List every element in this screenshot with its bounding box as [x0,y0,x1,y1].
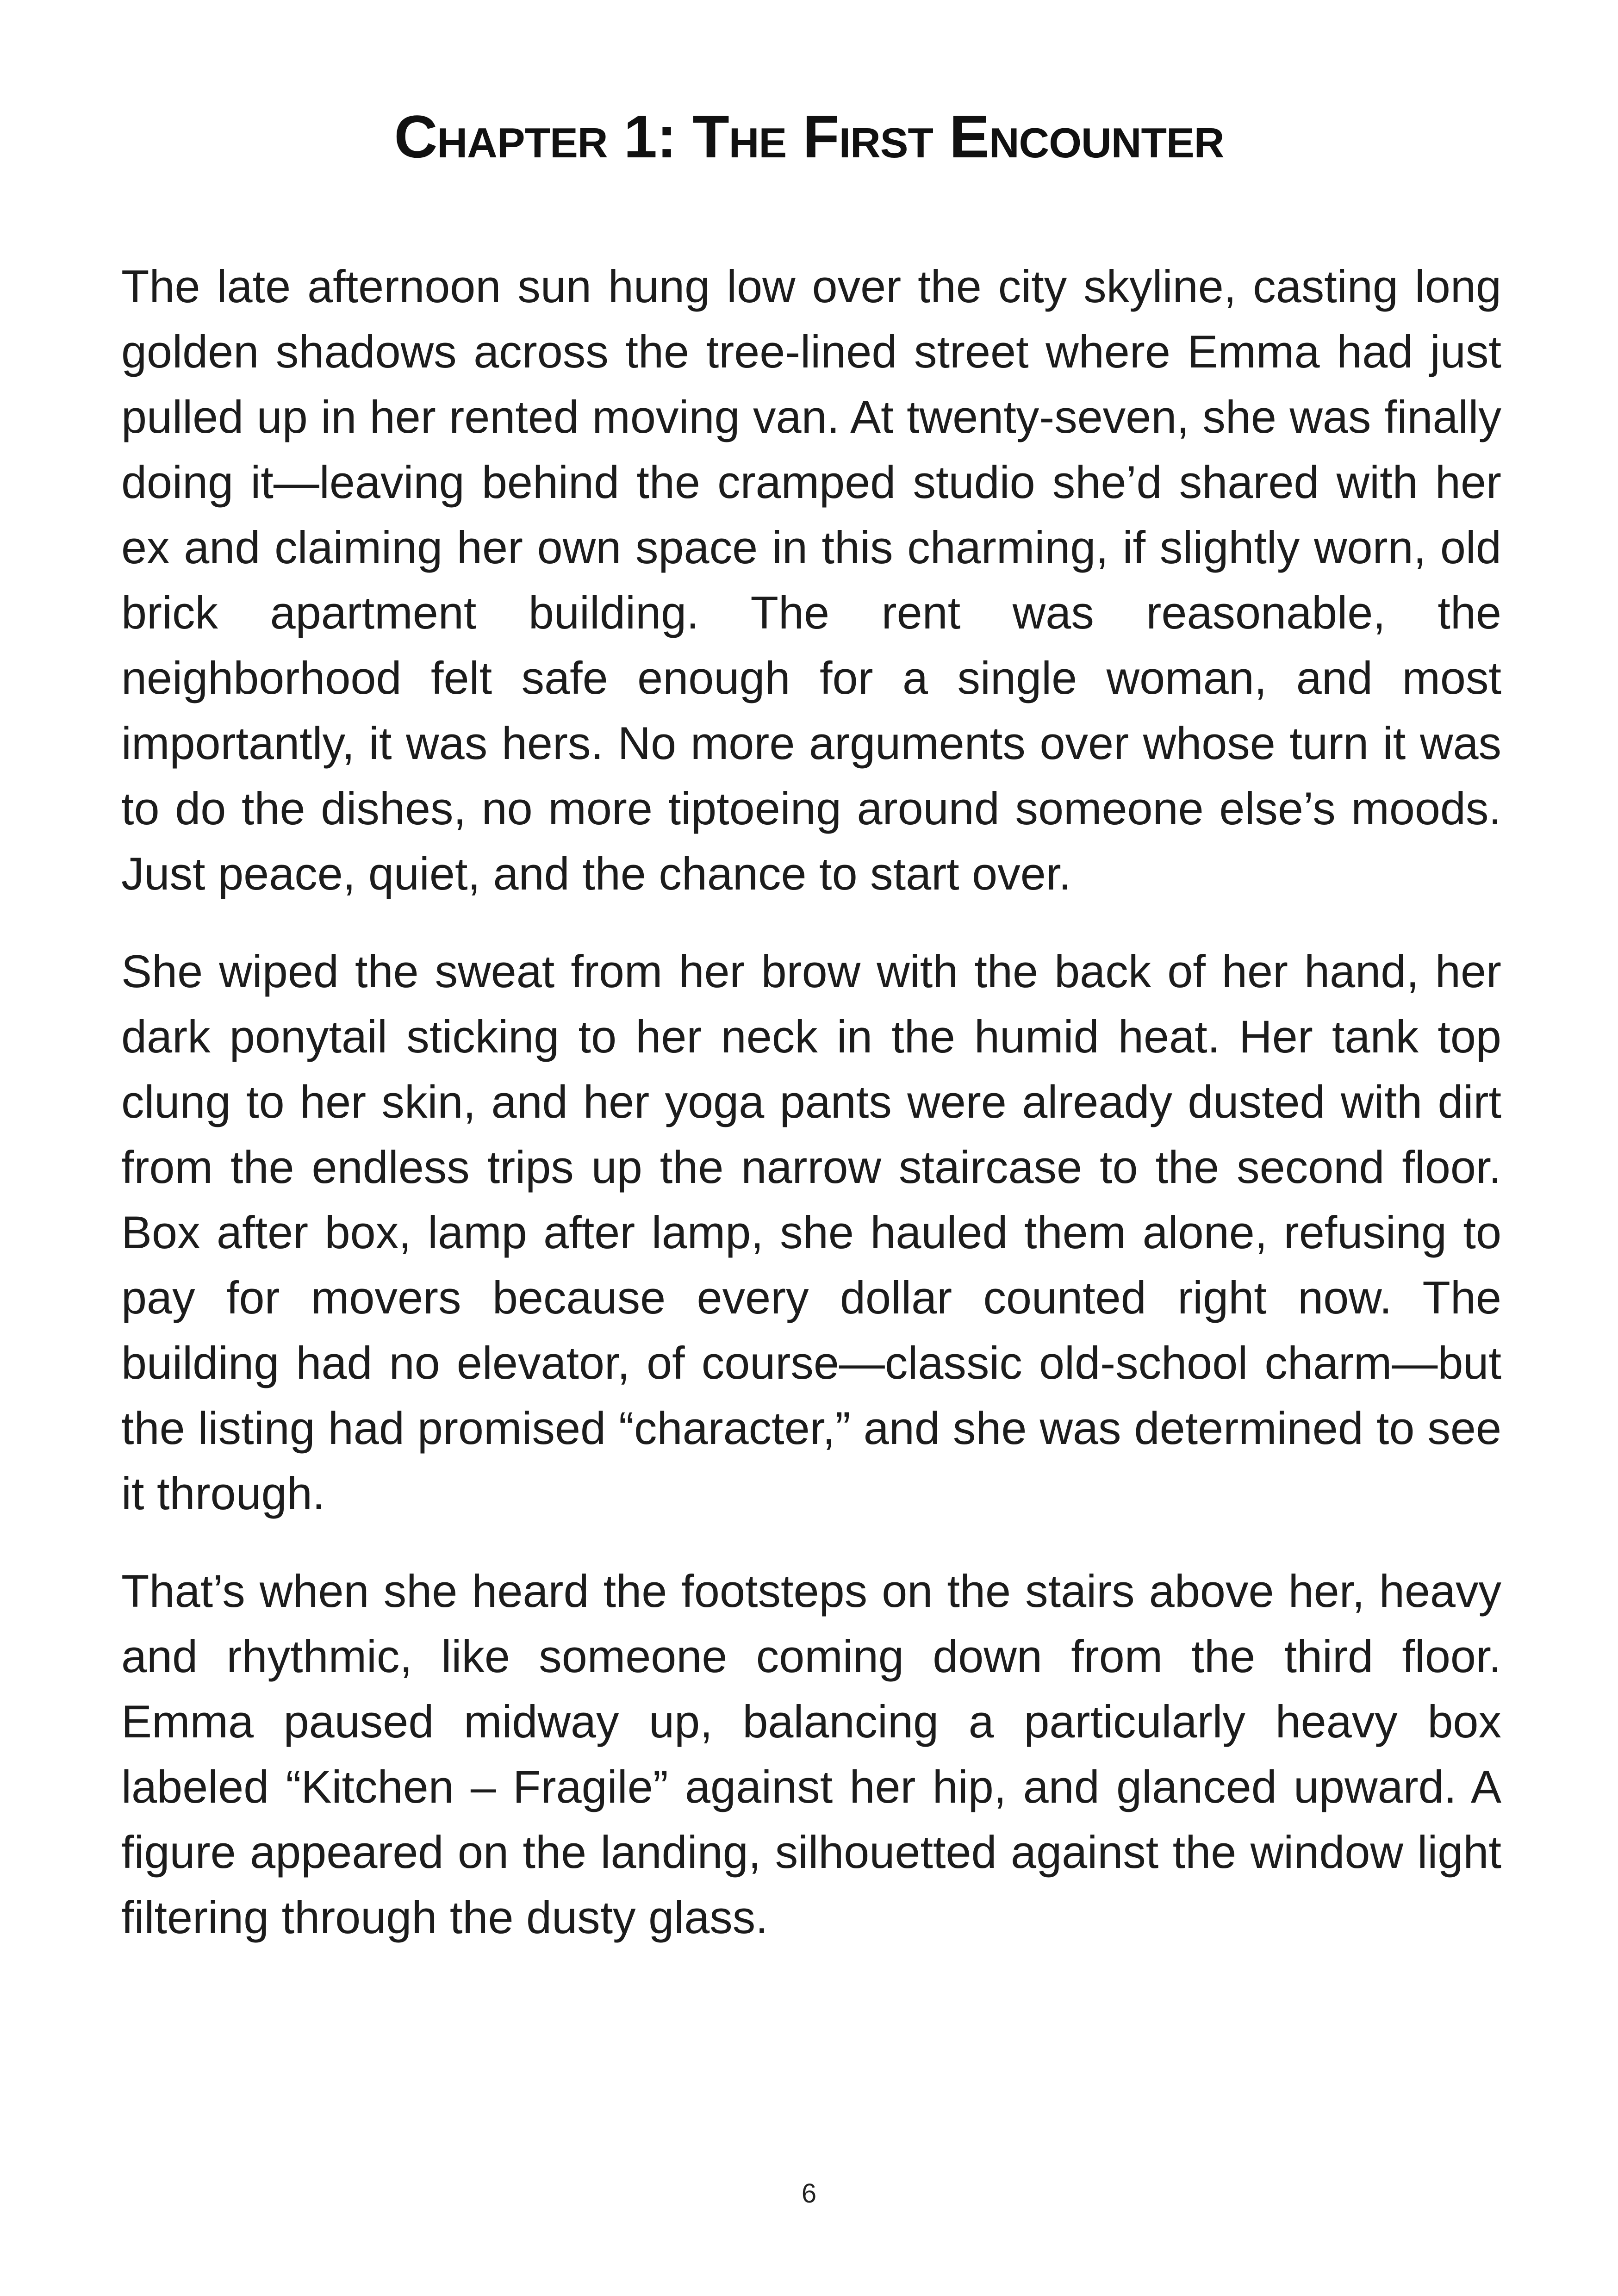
paragraph-1: The late afternoon sun hung low over the city skyline, casting long golden shadows across the tree-lined street where Emma had just pulled up in her rented moving van. At twenty-seven, she was finally doing it—leaving behind the cramped studio she’d shared with her ex and claiming her own space in this charming, if slightly worn, old brick apartment building. The rent was reasonable, the neighborhood felt safe enough for a single woman, and most importantly, it was hers. No more arguments over whose turn it was to do the dishes, no more tiptoeing around someone else’s moods. Just peace, quiet, and the chance to start over. [121,261,1501,899]
chapter-title: Chapter 1: The First Encounter [394,103,1224,170]
paragraph-2: She wiped the sweat from her brow with the back of her hand, her dark ponytail sticking to her neck in the humid heat. Her tank top clung to her skin, and her yoga pants were already dusted with dirt from the endless trips up the narrow staircase to the second floor. Box after box, lamp after lamp, she hauled them alone, refusing to pay for movers because every dollar counted right now. The building had no elevator, of course—classic old-school charm—but the listing had promised “character,” and she was determined to see it through. [121,946,1501,1519]
page-number: 6 [801,2178,817,2209]
paragraph-3: That’s when she heard the footsteps on the stairs above her, heavy and rhythmic, like someone coming down from the third floor. Emma paused midway up, balancing a particularly heavy box labeled “Kitchen – Fragile” against her hip, and glanced upward. A figure appeared on the landing, silhouetted against the window light filtering through the dusty glass. [121,1565,1501,1943]
body-text [121,254,1501,1982]
